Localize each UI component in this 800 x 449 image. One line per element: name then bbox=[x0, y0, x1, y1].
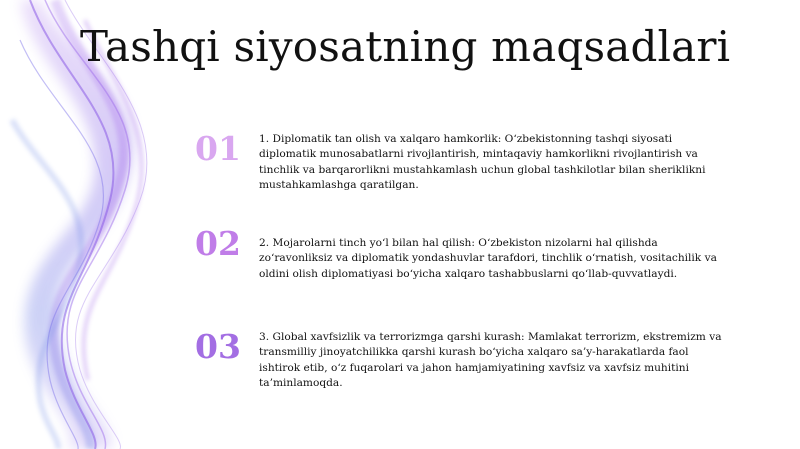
slide-title: Tashqi siyosatning maqsadlari bbox=[80, 22, 731, 71]
item-text: 1. Diplomatik tan olish va xalqaro hamkorlik: O‘zbekistonning tashqi siyosati diplomatik munosabatlarni rivojlantirish, mintaqaviy hamkorlikni rivojlantirish va tinchlik va barqarorlikni mustahkamlash uchun global tashkilotlar bilan sheriklikni mustahkamlashga qaratilgan. bbox=[259, 133, 706, 191]
item-text: 3. Global xavfsizlik va terrorizmga qarshi kurash: Mamlakat terrorizm, ekstremizm va transmilliy jinoyatchilikka qarshi kurash bo‘yicha xalqaro sa’y-harakatlarda faol ishtirok etib, o‘z fuqarolari va jahon hamjamiyatining xavfsiz va xavfsiz muhitini ta’minlamoqda. bbox=[259, 331, 722, 389]
item-number: 03 bbox=[195, 327, 241, 366]
item-text: 2. Mojarolarni tinch yo‘l bilan hal qilish: O‘zbekiston nizolarni hal qilishda zo‘ravonliksiz va diplomatik yondashuvlar tarafdori, tinchlik o‘rnatish, vositachilik va oldini olish diplomatiyasi bo‘yicha xalqaro tashabbuslarni qo‘llab-quvvatlaydi. bbox=[259, 237, 717, 280]
item-number: 02 bbox=[195, 224, 241, 263]
item-number: 01 bbox=[195, 129, 241, 168]
